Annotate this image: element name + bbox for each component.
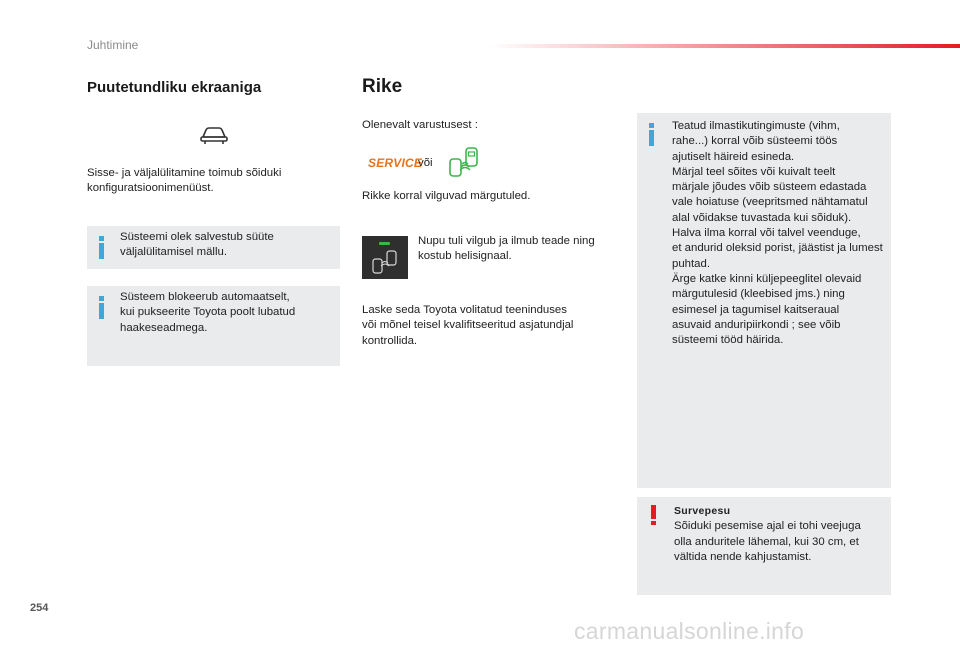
- text-line: Sõiduki pesemise ajal ei tohi veejuga: [674, 520, 861, 533]
- text-line: kontrollida.: [362, 334, 418, 347]
- check-text: [362, 303, 573, 349]
- dashboard-button-icon: [362, 236, 408, 279]
- left-heading: Puutetundliku ekraaniga: [87, 79, 262, 96]
- info-icon: [99, 296, 104, 319]
- header-accent-line: [490, 44, 960, 48]
- text-line: alal võidakse tuvastada kui sõiduk).: [672, 211, 852, 224]
- text-line: kostub helisignaal.: [418, 250, 512, 263]
- weather-info-box: [637, 113, 891, 488]
- text-line: või mõnel teisel kvalifitseeritud asjatundjal: [362, 319, 574, 332]
- text-line: et andurid oleksid porist, jäästist ja lumest: [672, 242, 883, 255]
- text-line: Süsteem blokeerub automaatselt,: [120, 291, 290, 303]
- text-line: asuvaid anduripiirkondi ; see võib: [672, 318, 841, 331]
- page-number: 254: [30, 602, 49, 614]
- note-box-towing: [87, 286, 340, 366]
- text-line: Halva ilma korral või talvel veenduge,: [672, 227, 861, 240]
- text-line: väljalülitamisel mällu.: [120, 246, 227, 259]
- text-line: Nupu tuli vilgub ja ilmub teade ning: [418, 235, 595, 247]
- info-icon: [649, 123, 654, 146]
- note-text: [120, 230, 274, 261]
- service-warning-icon: SERVICE: [368, 156, 423, 170]
- equipment-text: Olenevalt varustusest :: [362, 119, 478, 131]
- text-line: Ärge katke kinni küljepeeglitel olevaid: [672, 272, 862, 285]
- info-text: [672, 119, 883, 348]
- pressure-wash-warning-box: [637, 497, 891, 595]
- text-line: Sisse- ja väljalülitamine toimub sõiduki: [87, 167, 282, 179]
- text-line: puhtad.: [672, 257, 711, 270]
- text-line: märgutulesid (kleebised jms.) ning: [672, 288, 845, 301]
- car-icon: [199, 125, 229, 145]
- text-line: Süsteemi olek salvestub süüte: [120, 231, 274, 243]
- fault-heading: Rike: [362, 76, 403, 97]
- text-line: Märjal teel sõites või kuivalt teelt: [672, 165, 836, 178]
- text-line: rahe...) korral võib süsteemi töös: [672, 135, 838, 148]
- text-line: märjale jõudes võib süsteem edastada: [672, 181, 867, 194]
- blind-spot-warning-icon: [446, 146, 482, 178]
- text-line: vale hoiatuse (veepritsmed nähtamatul: [672, 196, 868, 209]
- fault-text: Rikke korral vilguvad märgutuled.: [362, 190, 531, 202]
- section-title: Juhtimine: [87, 38, 139, 52]
- text-line: haakeseadmega.: [120, 321, 208, 334]
- warning-icon: [651, 505, 656, 525]
- warning-title: Survepesu: [674, 505, 731, 517]
- text-line: esimesel ja tagumisel kaitseraual: [672, 303, 840, 316]
- or-text: või: [418, 157, 433, 169]
- left-intro-text: [87, 166, 281, 197]
- text-line: konfiguratsioonimenüüst.: [87, 182, 214, 195]
- text-line: ajutiselt häireid esineda.: [672, 150, 795, 163]
- text-line: Teatud ilmastikutingimuste (vihm,: [672, 120, 840, 132]
- text-line: Laske seda Toyota volitatud teeninduses: [362, 304, 567, 316]
- warning-text: [674, 504, 861, 565]
- watermark-text: carmanualsonline.info: [574, 618, 805, 644]
- info-icon: [99, 236, 104, 259]
- note-box-memory: [87, 226, 340, 269]
- button-text: [418, 234, 595, 265]
- text-line: süsteemi tööd häirida.: [672, 334, 784, 347]
- text-line: vältida nende kahjustamist.: [674, 550, 812, 563]
- text-line: kui pukseerite Toyota poolt lubatud: [120, 306, 296, 319]
- text-line: olla anduritele lähemal, kui 30 cm, et: [674, 535, 859, 548]
- note-text: [120, 290, 295, 336]
